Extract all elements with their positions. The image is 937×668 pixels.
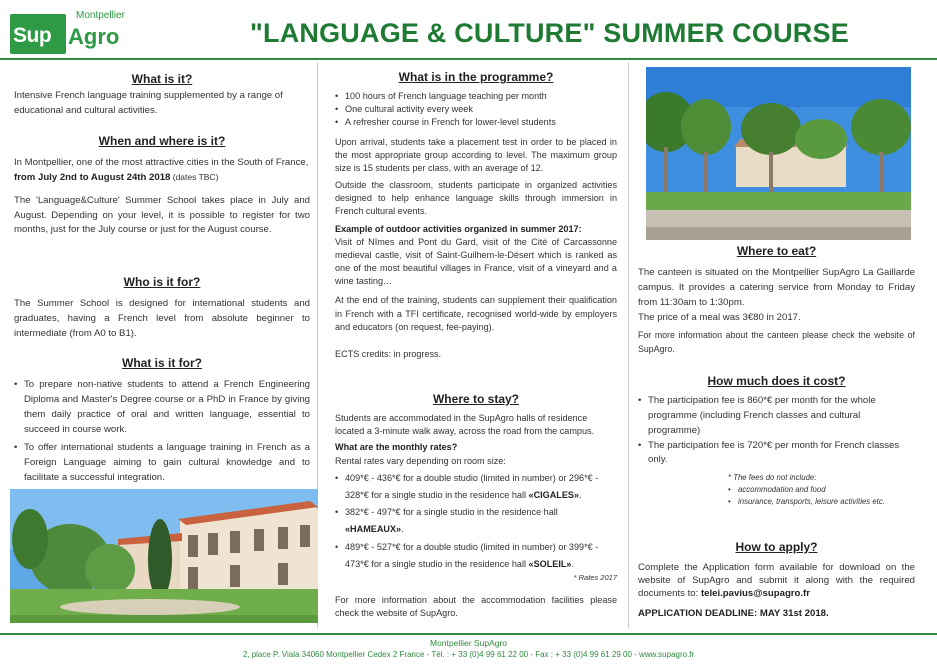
heading-apply: How to apply?: [735, 540, 818, 554]
list-item: • To offer international students a language training in French as a Foreign Language aiming to gain cultural knowledge and to facilitate a successful integration.: [14, 441, 310, 486]
rates-note: * Rates 2017: [573, 573, 617, 583]
list-item: • To prepare non-native students to attend a French Engineering Diploma and Master's Degree course or a PhD in France by giving them daily practice of oral and written language, essential to succeed in course work.: [14, 378, 310, 437]
column-middle: [319, 62, 629, 628]
list-item: • The participation fee is 720*€ per month for French classes only.: [638, 439, 915, 469]
list-item: • 489*€ - 527*€ for a double studio (limited in number) or 399*€ - 473*€ for a single studio in the residence hall «SOLEIL».: [335, 539, 617, 574]
section-cost: [638, 374, 915, 509]
logo-city: Montpellier: [76, 10, 125, 21]
page-header: [0, 0, 937, 60]
heading-programme: What is in the programme?: [398, 70, 554, 84]
rate-hameaux-hall: «HAMEAUX»: [345, 524, 402, 535]
ects-text: ECTS credits: in progress.: [335, 348, 442, 359]
programme-p3: At the end of the training, students can supplement their qualification in French with a TFI certificate, recognised world-wide by employers and educators (on request, fee-paying).: [335, 295, 617, 332]
rate-hameaux-text: 382*€ - 497*€ for a single studio in the residence hall: [345, 507, 558, 518]
apply-instructions: Complete the Application form available for download on the website of SupAgro and submit it along with the required documents to:: [638, 562, 915, 599]
page-footer: [0, 633, 937, 668]
apply-email: telei.pavius@supagro.fr: [700, 587, 810, 599]
stay-more: For more information about the accommodation facilities please check the website of SupAgro.: [335, 595, 617, 619]
list-item: • The participation fee is 860*€ per month for the whole programme (including French classes and cultural programme): [638, 394, 915, 439]
rate-cigales-hall: «CIGALES»: [528, 489, 580, 500]
application-deadline: APPLICATION DEADLINE: MAY 31st 2018.: [638, 607, 829, 619]
eat-more: For more information about the canteen please check the website of SupAgro.: [638, 330, 915, 355]
programme-list: [335, 90, 617, 130]
when-text-a: In Montpellier, one of the most attractive cities in the South of France,: [14, 157, 309, 168]
rates-list: [335, 470, 617, 574]
programme-p2: Outside the classroom, students participate in organized activities designed to help enhance language skills through immersion in French cultural events.: [335, 180, 617, 217]
heading-what-for: What is it for?: [122, 356, 202, 370]
logo-agro: Agro: [68, 24, 120, 49]
logo-box: [10, 14, 66, 54]
heading-where-to-eat: Where to eat?: [736, 244, 817, 258]
supagro-logo: [10, 8, 125, 56]
column-left: [0, 62, 318, 628]
list-item: • insurance, transports, leisure activities etc.: [728, 496, 915, 508]
fees-list: [728, 484, 915, 508]
section-what-for: [14, 356, 310, 486]
example-title: Example of outdoor activities organized in summer 2017:: [335, 223, 582, 234]
stay-text: Students are accommodated in the SupAgro halls of residence located a 3-minute walk away, across the road from the campus.: [335, 413, 595, 437]
when-text2: The 'Language&Culture' Summer School takes place in July and August. Depending on your level, it is possible to register for two months, just for the July course or just for the August course.: [14, 194, 310, 236]
heading-where-to-stay: Where to stay?: [432, 392, 519, 406]
section-who: [14, 275, 310, 342]
programme-p1: Upon arrival, students take a placement test in order to be placed in the most appropriate group according to level. The maximum group size is 15 students per class, with an average of 12.: [335, 136, 617, 173]
section-apply: [638, 540, 915, 622]
section-eat: [638, 244, 915, 357]
when-text: [14, 156, 310, 186]
list-item: • A refresher course in French for lower-level students: [335, 116, 617, 129]
heading-what-is-it: What is it?: [131, 72, 193, 86]
section-what: [14, 72, 310, 119]
rate-soleil-text: 489*€ - 527*€ for a double studio (limited in number) or 399*€ - 473*€ for a single studio in the residence hall: [345, 541, 599, 570]
list-item: • accommodation and food: [728, 484, 915, 496]
what-text: Intensive French language training supplemented by a range of educational and cultural activities.: [14, 90, 283, 116]
heading-who: Who is it for?: [123, 275, 201, 289]
footer-org: Montpellier SupAgro: [429, 638, 507, 648]
when-text-b: (dates TBC): [170, 171, 219, 182]
eat-price: The price of a meal was 3€80 in 2017.: [638, 311, 801, 323]
who-text: The Summer School is designed for international students and graduates, having a French level from absolute beginner to intermediate (from A0 to B1).: [14, 298, 310, 339]
fees-note-block: [728, 472, 915, 508]
list-item: • 100 hours of French language teaching per month: [335, 90, 617, 103]
rates-title: What are the monthly rates?: [335, 442, 458, 453]
section-when: [14, 134, 310, 238]
logo-sup: Sup: [13, 24, 52, 47]
list-item: • One cultural activity every week: [335, 103, 617, 116]
apply-text: [638, 562, 915, 601]
campus-building-illustration: [10, 489, 318, 623]
campus-building-photo: [10, 489, 318, 623]
list-item: • 382*€ - 497*€ for a single studio in the residence hall «HAMEAUX».: [335, 504, 617, 539]
rates-intro: Rental rates vary depending on room size:: [335, 455, 506, 466]
heading-cost: How much does it cost?: [707, 374, 846, 388]
list-item: • 409*€ - 436*€ for a double studio (limited in number) or 296*€ - 328*€ for a single studio in the residence hall «CIGALES».: [335, 470, 617, 505]
cost-list: [638, 394, 915, 468]
section-programme: [335, 70, 617, 361]
what-for-list: [14, 378, 310, 486]
section-stay: [335, 392, 617, 621]
eat-text: The canteen is situated on the Montpellier SupAgro La Gaillarde campus. It provides a catering service from Monday to Friday from 11:30am to 1:30pm.: [638, 267, 915, 308]
page-title: "LANGUAGE & CULTURE" SUMMER COURSE: [250, 18, 849, 48]
rate-soleil-hall: «SOLEIL»: [528, 559, 572, 570]
campus-trees-photo: [646, 67, 911, 240]
fees-note: * The fees do not include:: [728, 473, 817, 483]
footer-contact: 2, place P. Viala 34060 Montpellier Cedex 2 France - Tél. : + 33 (0)4 99 61 22 00 - Fax : + 33 (0)4 99 61 29 00 - www.supagro.fr: [242, 650, 695, 659]
campus-trees-illustration: [646, 67, 911, 240]
example-text: Visit of Nîmes and Pont du Gard, visit of the Cité of Carcassonne medieval castle, visit of Saint-Guilhem-le-Désert which is ranked as one of the most beautiful villages in France, visit of a vineyard and a wine tasting…: [335, 236, 617, 287]
when-dates: from July 2nd to August 24th 2018: [14, 171, 171, 183]
rate-cigales-text: 409*€ - 436*€ for a double studio (limited in number) or 296*€ - 328*€ for a single studio in the residence hall: [345, 472, 599, 500]
column-right: [630, 62, 937, 628]
heading-when-where: When and where is it?: [98, 134, 226, 148]
